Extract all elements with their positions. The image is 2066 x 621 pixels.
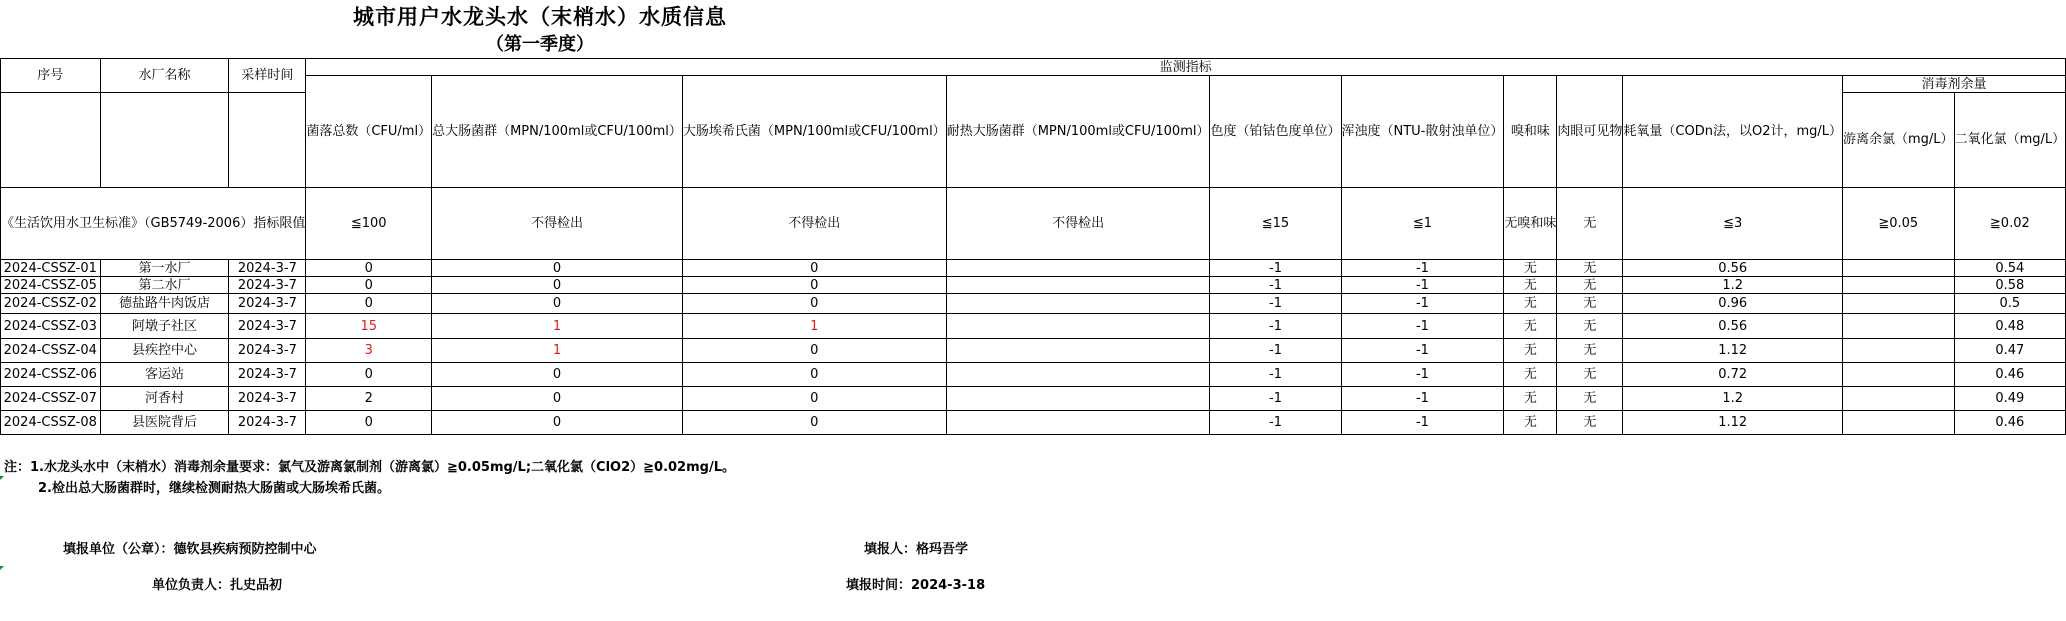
row-ecoli: 0	[682, 387, 946, 411]
row-oxygen: 1.2	[1623, 277, 1843, 294]
row-thermo	[946, 294, 1210, 314]
row-color: -1	[1210, 363, 1341, 387]
header-time-spacer	[229, 93, 306, 188]
row-ecoli: 0	[682, 363, 946, 387]
row-time: 2024-3-7	[229, 294, 306, 314]
row-plant: 阿墩子社区	[100, 314, 229, 339]
header-seq-spacer	[1, 93, 101, 188]
row-colony: 0	[306, 277, 432, 294]
table-row	[1, 260, 2066, 277]
row-coliform: 0	[432, 260, 683, 277]
row-id: 2024-CSSZ-08	[1, 411, 101, 435]
row-clo2: 0.58	[1954, 277, 2066, 294]
row-colony: 0	[306, 411, 432, 435]
row-coliform: 1	[432, 339, 683, 363]
page-title: 城市用户水龙头水（末梢水）水质信息	[353, 5, 727, 29]
row-thermo	[946, 411, 1210, 435]
row-color: -1	[1210, 411, 1341, 435]
row-ecoli: 0	[682, 411, 946, 435]
footer-leader: 单位负责人：扎史品初	[152, 578, 283, 593]
row-free-chlorine	[1843, 387, 1955, 411]
header-total-coliform: 总大肠菌群（MPN/100ml或CFU/100ml）	[432, 76, 683, 188]
header-sampling-time: 采样时间	[229, 59, 306, 93]
row-clo2: 0.46	[1954, 411, 2066, 435]
row-oxygen: 0.96	[1623, 294, 1843, 314]
header-plant-spacer	[100, 93, 229, 188]
row-time: 2024-3-7	[229, 339, 306, 363]
row-coliform: 0	[432, 387, 683, 411]
table-row	[1, 387, 2066, 411]
note-line-2: 2.检出总大肠菌群时，继续检测耐热大肠菌或大肠埃希氏菌。	[38, 481, 390, 496]
row-coliform: 0	[432, 411, 683, 435]
row-turbidity: -1	[1341, 339, 1504, 363]
standard-color: ≦15	[1210, 188, 1341, 260]
header-thermo-coliform: 耐热大肠菌群（MPN/100ml或CFU/100ml）	[946, 76, 1210, 188]
standard-thermo: 不得检出	[946, 188, 1210, 260]
note-line-1: 注：1.水龙头水中（末梢水）消毒剂余量要求：氯气及游离氯制剂（游离氯）≧0.05mg/L;二氧化氯（ClO2）≧0.02mg/L。	[4, 460, 735, 475]
row-odor: 无	[1504, 294, 1557, 314]
table-row	[1, 363, 2066, 387]
row-odor: 无	[1504, 277, 1557, 294]
row-turbidity: -1	[1341, 411, 1504, 435]
row-turbidity: -1	[1341, 277, 1504, 294]
header-plant: 水厂名称	[100, 59, 229, 93]
row-ecoli: 0	[682, 260, 946, 277]
row-clo2: 0.54	[1954, 260, 2066, 277]
row-clo2: 0.5	[1954, 294, 2066, 314]
footer-unit: 填报单位（公章）：德钦县疾病预防控制中心	[63, 542, 317, 557]
row-clo2: 0.48	[1954, 314, 2066, 339]
row-turbidity: -1	[1341, 314, 1504, 339]
row-id: 2024-CSSZ-02	[1, 294, 101, 314]
row-free-chlorine	[1843, 363, 1955, 387]
header-disinfectant-group: 消毒剂余量	[1843, 76, 2066, 93]
row-odor: 无	[1504, 411, 1557, 435]
row-time: 2024-3-7	[229, 363, 306, 387]
row-plant: 县疾控中心	[100, 339, 229, 363]
cell-marker	[0, 476, 4, 480]
row-visible: 无	[1557, 363, 1623, 387]
footer-date: 填报时间：2024-3-18	[846, 578, 986, 593]
header-odor: 嗅和味	[1504, 76, 1557, 188]
row-thermo	[946, 260, 1210, 277]
row-clo2: 0.46	[1954, 363, 2066, 387]
header-turbidity: 浑浊度（NTU-散射浊单位）	[1341, 76, 1504, 188]
row-visible: 无	[1557, 294, 1623, 314]
standard-row	[1, 188, 2066, 260]
row-plant: 第二水厂	[100, 277, 229, 294]
standard-ecoli: 不得检出	[682, 188, 946, 260]
header-monitoring-group: 监测指标	[306, 59, 2066, 76]
row-colony: 15	[306, 314, 432, 339]
row-colony: 3	[306, 339, 432, 363]
row-oxygen: 1.12	[1623, 339, 1843, 363]
row-odor: 无	[1504, 363, 1557, 387]
header-seq: 序号	[1, 59, 101, 93]
standard-turbidity: ≦1	[1341, 188, 1504, 260]
table-row	[1, 294, 2066, 314]
row-plant: 德盐路牛肉饭店	[100, 294, 229, 314]
header-visible-matter: 肉眼可见物	[1557, 76, 1623, 188]
standard-label: 《生活饮用水卫生标准》（GB5749-2006）指标限值	[1, 188, 306, 260]
row-free-chlorine	[1843, 339, 1955, 363]
table-row	[1, 411, 2066, 435]
row-color: -1	[1210, 314, 1341, 339]
standard-oxygen: ≦3	[1623, 188, 1843, 260]
row-visible: 无	[1557, 314, 1623, 339]
row-time: 2024-3-7	[229, 260, 306, 277]
row-coliform: 0	[432, 277, 683, 294]
row-coliform: 0	[432, 363, 683, 387]
row-colony: 0	[306, 260, 432, 277]
row-color: -1	[1210, 294, 1341, 314]
table-row	[1, 277, 2066, 294]
row-visible: 无	[1557, 411, 1623, 435]
row-time: 2024-3-7	[229, 277, 306, 294]
header-oxygen-consumption: 耗氧量（CODn法，以O2计，mg/L）	[1623, 76, 1843, 188]
row-id: 2024-CSSZ-07	[1, 387, 101, 411]
header-free-chlorine: 游离余氯（mg/L）	[1843, 93, 1955, 188]
row-plant: 河香村	[100, 387, 229, 411]
row-time: 2024-3-7	[229, 387, 306, 411]
row-turbidity: -1	[1341, 294, 1504, 314]
row-oxygen: 1.2	[1623, 387, 1843, 411]
standard-clo2: ≧0.02	[1954, 188, 2066, 260]
row-thermo	[946, 314, 1210, 339]
row-coliform: 0	[432, 294, 683, 314]
row-id: 2024-CSSZ-06	[1, 363, 101, 387]
row-odor: 无	[1504, 339, 1557, 363]
row-odor: 无	[1504, 314, 1557, 339]
row-free-chlorine	[1843, 314, 1955, 339]
row-id: 2024-CSSZ-01	[1, 260, 101, 277]
row-visible: 无	[1557, 260, 1623, 277]
row-clo2: 0.49	[1954, 387, 2066, 411]
table-row	[1, 339, 2066, 363]
row-free-chlorine	[1843, 260, 1955, 277]
row-thermo	[946, 277, 1210, 294]
data-rows	[1, 260, 2066, 435]
row-oxygen: 0.56	[1623, 314, 1843, 339]
standard-odor: 无嗅和味	[1504, 188, 1557, 260]
row-id: 2024-CSSZ-04	[1, 339, 101, 363]
row-thermo	[946, 363, 1210, 387]
header-color: 色度（铂钴色度单位）	[1210, 76, 1341, 188]
row-color: -1	[1210, 260, 1341, 277]
row-ecoli: 0	[682, 294, 946, 314]
row-thermo	[946, 387, 1210, 411]
row-ecoli: 0	[682, 277, 946, 294]
row-turbidity: -1	[1341, 387, 1504, 411]
row-turbidity: -1	[1341, 363, 1504, 387]
row-free-chlorine	[1843, 277, 1955, 294]
row-turbidity: -1	[1341, 260, 1504, 277]
row-colony: 0	[306, 294, 432, 314]
standard-coliform: 不得检出	[432, 188, 683, 260]
row-color: -1	[1210, 339, 1341, 363]
row-free-chlorine	[1843, 294, 1955, 314]
row-plant: 第一水厂	[100, 260, 229, 277]
row-id: 2024-CSSZ-05	[1, 277, 101, 294]
row-coliform: 1	[432, 314, 683, 339]
row-colony: 2	[306, 387, 432, 411]
row-odor: 无	[1504, 260, 1557, 277]
header-colony-count: 菌落总数（CFU/ml）	[306, 76, 432, 188]
water-quality-table	[0, 58, 2066, 435]
row-plant: 客运站	[100, 363, 229, 387]
row-odor: 无	[1504, 387, 1557, 411]
row-visible: 无	[1557, 277, 1623, 294]
row-clo2: 0.47	[1954, 339, 2066, 363]
row-visible: 无	[1557, 387, 1623, 411]
row-time: 2024-3-7	[229, 411, 306, 435]
row-visible: 无	[1557, 339, 1623, 363]
table-row	[1, 314, 2066, 339]
row-ecoli: 1	[682, 314, 946, 339]
row-oxygen: 0.72	[1623, 363, 1843, 387]
row-color: -1	[1210, 387, 1341, 411]
row-oxygen: 1.12	[1623, 411, 1843, 435]
row-thermo	[946, 339, 1210, 363]
standard-free-chlorine: ≧0.05	[1843, 188, 1955, 260]
footer-reporter: 填报人：格玛吾学	[864, 542, 969, 557]
row-color: -1	[1210, 277, 1341, 294]
page-subtitle: （第一季度）	[486, 34, 594, 55]
row-oxygen: 0.56	[1623, 260, 1843, 277]
row-time: 2024-3-7	[229, 314, 306, 339]
header-chlorine-dioxide: 二氧化氯（mg/L）	[1954, 93, 2066, 188]
row-id: 2024-CSSZ-03	[1, 314, 101, 339]
row-colony: 0	[306, 363, 432, 387]
row-free-chlorine	[1843, 411, 1955, 435]
row-ecoli: 0	[682, 339, 946, 363]
row-plant: 县医院背后	[100, 411, 229, 435]
standard-visible: 无	[1557, 188, 1623, 260]
header-e-coli: 大肠埃希氏菌（MPN/100ml或CFU/100ml）	[682, 76, 946, 188]
standard-colony: ≦100	[306, 188, 432, 260]
cell-marker	[0, 566, 4, 570]
